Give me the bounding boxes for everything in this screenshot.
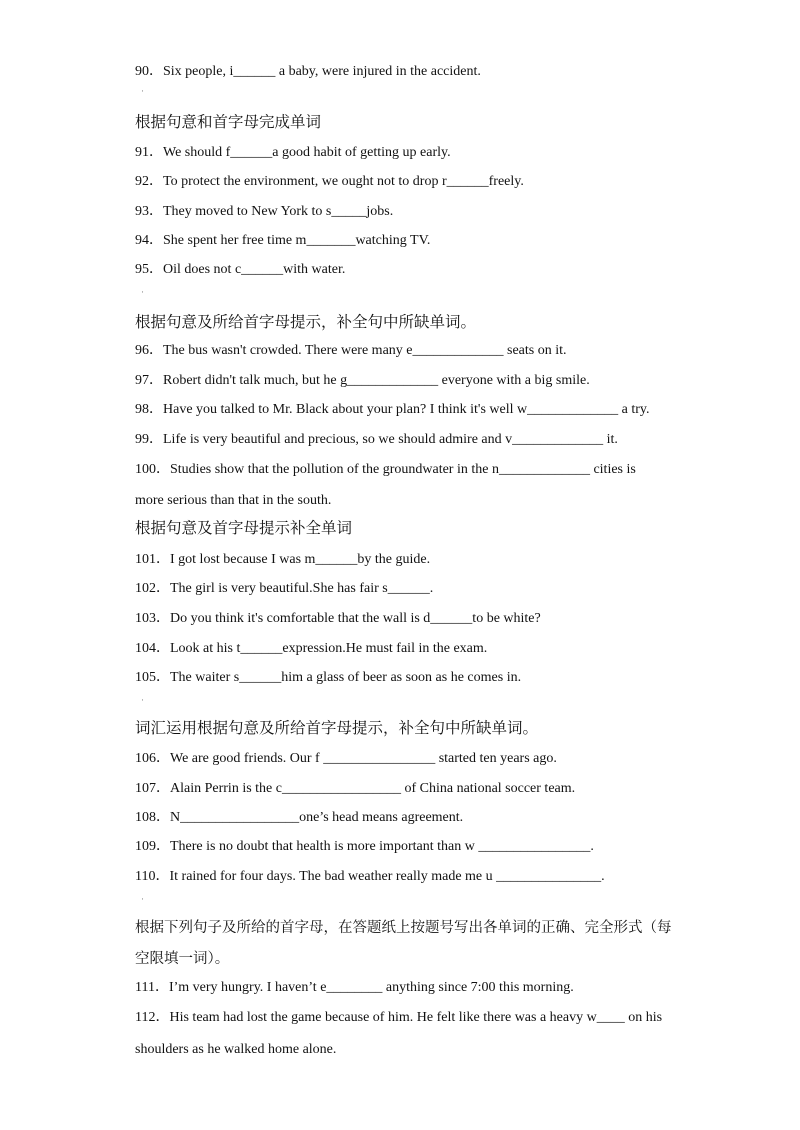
question-110: 110．It rained for four days. The bad weather really made me u _______________. [135,869,605,884]
question-108: 108．N_________________one’s head means agreement. [135,810,464,825]
question-101: 101．I got lost because I was m______by the guide. [135,552,431,567]
section-heading-2: 根据句意及所给首字母提示，补全句中所缺单词。 [135,314,477,331]
paragraph-mark: · [141,695,144,705]
question-102: 102．The girl is very beautiful.She has fair s______. [135,581,434,596]
question-91: 91．We should f______a good habit of getting up early. [135,145,451,160]
paragraph-mark: · [141,287,144,297]
question-98: 98．Have you talked to Mr. Black about your plan? I think it's well w_____________ a try. [135,402,650,417]
question-92: 92．To protect the environment, we ought not to drop r______freely. [135,174,524,189]
question-100-continued: more serious than that in the south. [135,493,332,508]
paragraph-mark: · [141,86,144,96]
question-97: 97．Robert didn't talk much, but he g_____________ everyone with a big smile. [135,373,590,388]
question-95: 95．Oil does not c______with water. [135,262,346,277]
question-96: 96．The bus wasn't crowded. There were many e_____________ seats on it. [135,343,567,358]
question-105: 105．The waiter s______him a glass of beer as soon as he comes in. [135,670,522,685]
question-106: 106．We are good friends. Our f ________________ started ten years ago. [135,751,557,766]
question-93: 93．They moved to New York to s_____jobs. [135,204,394,219]
question-103: 103．Do you think it's comfortable that the wall is d______to be white? [135,611,541,626]
paragraph-mark: · [141,894,144,904]
section-heading-5-continued: 空限填一词）。 [135,951,230,967]
question-112-continued: shoulders as he walked home alone. [135,1042,337,1057]
question-109: 109．There is no doubt that health is more important than w ________________. [135,839,594,854]
section-heading-1: 根据句意和首字母完成单词 [135,114,322,131]
question-111: 111．I’m very hungry. I haven’t e________ anything since 7:00 this morning. [135,980,574,995]
section-heading-4: 词汇运用根据句意及所给首字母提示，补全句中所缺单词。 [135,720,539,737]
question-112: 112．His team had lost the game because of him. He felt like there was a heavy w____ on his [135,1010,663,1025]
question-100: 100．Studies show that the pollution of the groundwater in the n_____________ cities is [135,462,636,477]
section-heading-5: 根据下列句子及所给的首字母，在答题纸上按题号写出各单词的正确、完全形式（每 [135,920,672,936]
question-99: 99．Life is very beautiful and precious, so we should admire and v_____________ it. [135,432,618,447]
question-90: 90．Six people, i______ a baby, were injured in the accident. [135,64,481,79]
question-94: 94．She spent her free time m_______watching TV. [135,233,431,248]
question-104: 104．Look at his t______expression.He must fail in the exam. [135,641,488,656]
section-heading-3: 根据句意及首字母提示补全单词 [135,520,353,537]
question-107: 107．Alain Perrin is the c_________________ of China national soccer team. [135,781,576,796]
